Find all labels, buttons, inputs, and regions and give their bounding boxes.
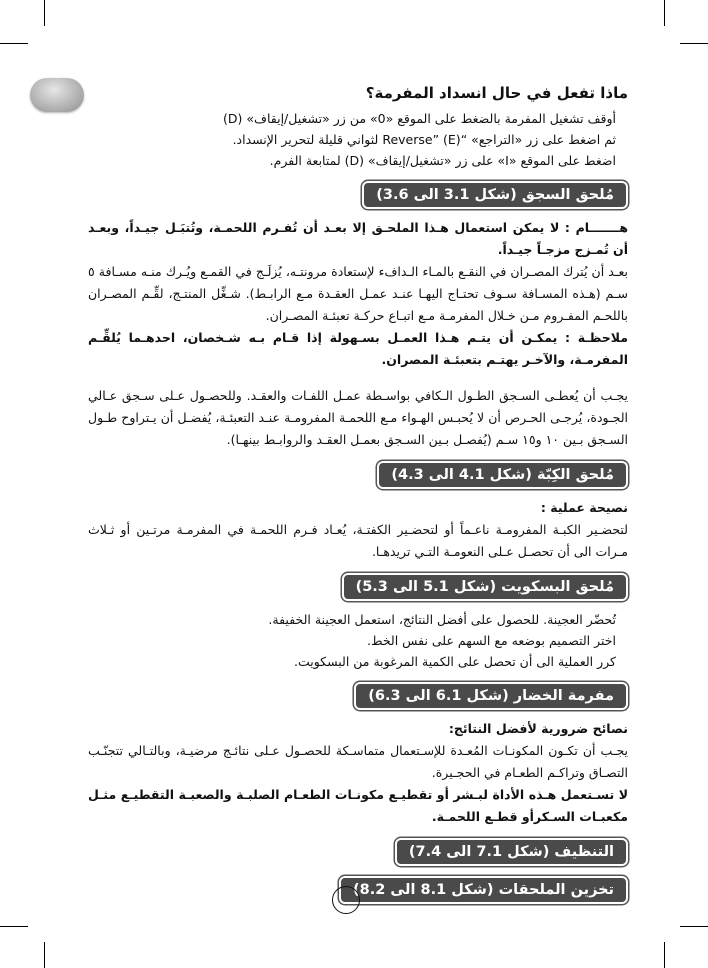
storage-heading: تخزين الملحقات (شكل 8.1 الى 8.2) bbox=[339, 876, 628, 904]
spacer bbox=[88, 371, 628, 385]
biscuit-section bbox=[88, 565, 628, 672]
crop-mark bbox=[664, 942, 665, 968]
crop-mark bbox=[0, 926, 28, 927]
kibbeh-heading: مُلحق الكِبّة (شكل 4.1 الى 4.3) bbox=[377, 461, 628, 489]
intro-title: ماذا تفعل في حال انسداد المفرمة؟ bbox=[365, 84, 628, 102]
main-content bbox=[88, 82, 628, 912]
kibbeh-tip-label: نصيحة عملية : bbox=[540, 500, 628, 515]
intro-line: ثم اضغط على زر «التراجع» “Reverse” (E) لثواني قليلة لتحرير الإنسداد. bbox=[232, 132, 616, 147]
kibbeh-body: لتحضـير الكبـة المفرومـة ناعـماً أو لتحضـير الكفتـة، يُعـاد فـرم اللحمـة في المفرمـة مرتـين أو ثـلاث مـرات الى أن تحصـل عـلى النعومـة التـي تريدهـا. bbox=[88, 522, 628, 559]
vegetable-warning: لا تسـتعمل هـذه الأداة لبـشر أو تقطيـع مكونـات الطعـام الصلبـة والصعبـة التقطيـع مثـل مكعبـات السـكرأو قطـع اللحمـة. bbox=[88, 787, 628, 824]
sausage-note: ملاحظـة : يمكـن أن يتـم هـذا العمـل بسـهولة إذا قـام بـه شـخصان، احدهـما يُلقِّـم المفرمـة، والآخـر يهتـم بتعبئـة المصران. bbox=[88, 330, 628, 367]
vegetable-heading: مفرمة الخضار (شكل 6.1 الى 6.3) bbox=[354, 682, 628, 710]
sausage-heading: مُلحق السجق (شكل 3.1 الى 3.6) bbox=[362, 181, 628, 209]
biscuit-line: تُحضّر العجينة. للحصول على أفضل النتائج، استعمل العجينة الخفيفة. bbox=[268, 612, 616, 627]
crop-mark bbox=[0, 43, 28, 44]
intro-lines bbox=[88, 108, 628, 171]
sausage-important: هـــــــام : لا يمكن استعمال هـذا الملحـق إلا بعـد أن تُفـرم اللحمـة، وتُتبَـل جيـداً، وبعـد أن تُمـزج مزجـاً جيـداً. bbox=[88, 220, 628, 257]
page-tab-decoration bbox=[30, 78, 84, 112]
sausage-body: بعـد أن يُترك المصـران في النقـع بالمـاء الـدافء لإستعادة مرونتـه، يُزلَـج في القمـع ويُـرك منـه مسـافة ٥ سـم (هـذه المسـافة سـوف تحتـاج اليهـا عنـد عمـل العقـدة مـع الرابـط). شـغِّل المنتـج، لقِّـم المصـران باللحـم المفـروم مـن خـلال المفرمـة مـع اتبـاع حركـة تعبئـة المصـران. bbox=[88, 264, 628, 323]
vegetable-tips-label: نصائح ضرورية لأفضل النتائج: bbox=[448, 721, 628, 736]
intro-line: أوقف تشغيل المفرمة بالضغط على الموقع «0» من زر «تشغيل/إيقاف» (D) bbox=[222, 111, 616, 126]
kibbeh-section bbox=[88, 453, 628, 563]
crop-mark bbox=[664, 0, 665, 26]
sausage-tip: يجـب أن يُعطـى السـجق الطـول الـكافي بواسـطة عمـل اللفـات والعقـد. وللحصـول عـلى سـجق عـالي الجـودة، يُرجـى الحـرص أن لا يُحبـس الهـواء مـع اللحمـة المفرومـة عنـد التعبئـة، يُفضـل أن يـتراوح طـول السـجق بـين ١٠ و١٥ سـم (يُفصـل بـين السـجق بعمـل العقـد والروابـط بينهـا). bbox=[88, 388, 628, 447]
sausage-section bbox=[88, 173, 628, 451]
crop-mark bbox=[680, 43, 708, 44]
crop-mark bbox=[44, 942, 45, 968]
intro-section bbox=[88, 82, 628, 171]
intro-line: اضغط على الموقع «I» على زر «تشغيل/إيقاف» (D) لمتابعة الفرم. bbox=[269, 153, 616, 168]
cleaning-section bbox=[88, 830, 628, 874]
biscuit-heading: مُلحق البسكويت (شكل 5.1 الى 5.3) bbox=[342, 573, 628, 601]
vegetable-body: يجـب أن تكـون المكونـات المُعـدة للإسـتعمال متماسـكة للحصـول عـلى نتائـج مرضيـة، وبالتـالي تتجنّـب التصـاق وتراكـم الطعـام في الحجـيرة. bbox=[88, 743, 628, 780]
biscuit-line: اختر التصميم بوضعه مع السهم على نفس الخط. bbox=[367, 633, 616, 648]
page-number-circle bbox=[332, 886, 360, 914]
cleaning-heading: التنظيف (شكل 7.1 الى 7.4) bbox=[395, 838, 628, 866]
biscuit-lines bbox=[88, 609, 628, 672]
vegetable-section bbox=[88, 674, 628, 828]
crop-mark bbox=[44, 0, 45, 26]
biscuit-line: كرر العملية الى أن تحصل على الكمية المرغوبة من البسكويت. bbox=[294, 654, 616, 669]
crop-mark bbox=[680, 926, 708, 927]
